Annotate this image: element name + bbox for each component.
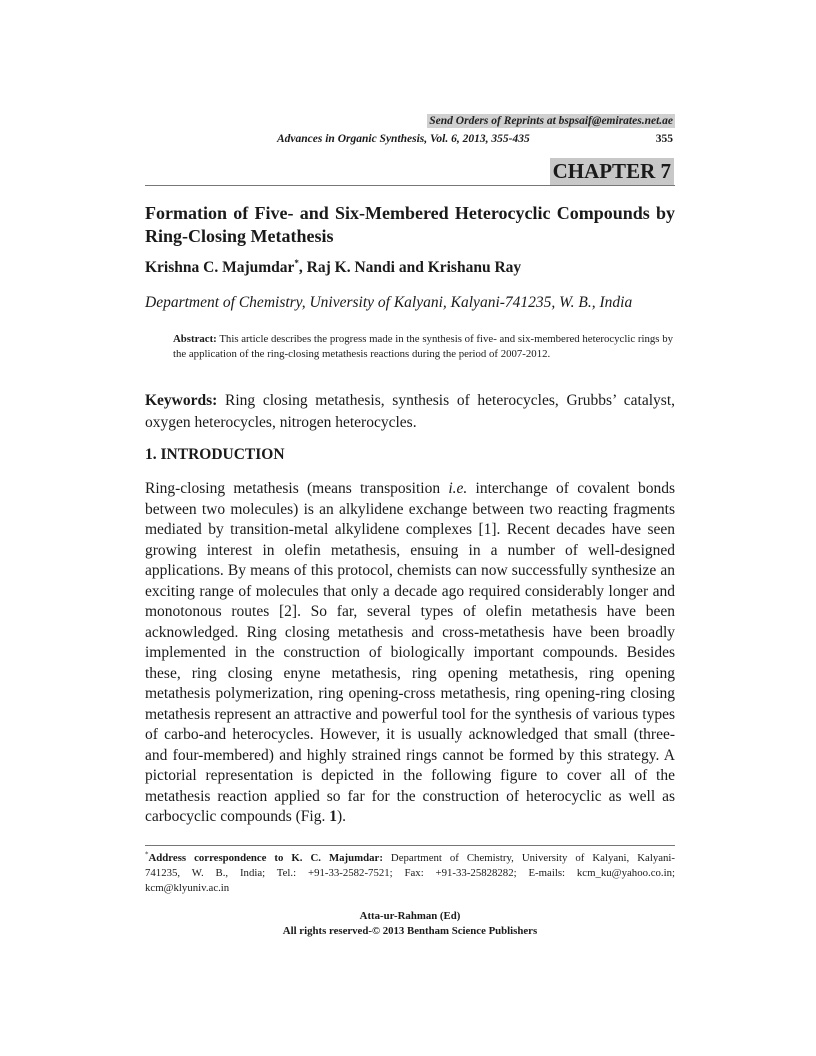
body-line: exciting range of molecules that only a decade ago required considerably longer and <box>145 582 675 600</box>
chapter-label: CHAPTER 7 <box>550 158 674 185</box>
body-line: metathesis polymerization, ring opening-cross metathesis, ring opening-ring closing <box>145 685 675 702</box>
keywords-line: oxygen heterocycles, nitrogen heterocycles. <box>145 414 417 431</box>
body-line: acknowledged. Ring closing metathesis and cross-metathesis have been broadly <box>145 623 675 641</box>
page-number: 355 <box>655 133 673 145</box>
footnote-text: Department of Chemistry, University of Kalyani, Kalyani- <box>382 852 676 864</box>
footnote <box>145 851 675 896</box>
publisher-info <box>145 909 675 939</box>
keywords <box>145 390 675 434</box>
body-line: applications. By means of this protocol, chemists can now successfully synthesize an <box>145 562 675 579</box>
body-line: metathesis represent an attractive and powerful tool for the synthesis of various types <box>145 705 675 723</box>
author-corresponding: Krishna C. Majumdar <box>145 259 295 276</box>
keywords-line <box>145 390 675 412</box>
footnote-line: 741235, W. B., India; Tel.: +91-33-2582-7521; Fax: +91-33-25828282; E-mails: kcm_ku@yahoo.co.in; <box>145 867 675 879</box>
footnote-line: kcm@klyuniv.ac.in <box>145 882 230 894</box>
body-line: these, ring closing enyne metathesis, ring opening metathesis, ring opening <box>145 664 675 682</box>
abstract <box>173 332 673 362</box>
authors-rest: , Raj K. Nandi and Krishanu Ray <box>298 259 522 276</box>
body-paragraph <box>145 479 675 828</box>
section-heading: 1. INTRODUCTION <box>145 446 285 463</box>
keywords-text: Ring closing metathesis, synthesis of heterocycles, Grubbs’ catalyst, <box>217 392 675 409</box>
editor: Atta-ur-Rahman (Ed) <box>359 910 461 922</box>
keywords-label: Keywords: <box>145 392 218 409</box>
paper-title: Formation of Five- and Six-Membered Heterocyclic Compounds by Ring-Closing Metathesis <box>145 203 675 246</box>
body-line: carbocyclic compounds (Fig. 1). <box>145 808 347 825</box>
abstract-text: This article describes the progress made in the synthesis of five- and six-membered heterocyclic rings by the application of the ring-closing metathesis reactions during the period of 2007-2012. <box>173 333 673 360</box>
footnote-label: Address correspondence to K. C. Majumdar: <box>148 852 383 864</box>
body-line: Ring-closing metathesis (means transposition i.e. interchange of covalent bonds <box>145 480 675 497</box>
body-line: mediated by transition-metal alkylidene complexes [1]. Recent decades have seen <box>145 521 675 538</box>
authors <box>145 258 521 278</box>
footnote-divider <box>145 845 675 846</box>
journal-name: Advances in Organic Synthesis, Vol. 6, 2013, 355-435 <box>277 133 530 145</box>
copyright: All rights reserved-© 2013 Bentham Science Publishers <box>282 925 538 937</box>
footnote-mark: * <box>145 850 149 859</box>
body-line: monotonous routes [2]. So far, several types of olefin metathesis have been <box>145 603 675 620</box>
body-line: and four-membered) and highly strained rings cannot be formed by this strategy. A <box>145 746 675 764</box>
journal-citation <box>277 132 675 146</box>
header-divider <box>145 185 675 186</box>
reprint-notice: Send Orders of Reprints at bspsaif@emirates.net.ae <box>429 115 673 127</box>
body-line: of carbo-and heterocycles. However, it is usually acknowledged that small (three- <box>145 726 675 743</box>
author-mark: * <box>294 257 299 268</box>
abstract-label: Abstract: <box>173 333 217 345</box>
body-line: between two molecules) is an alkylidene exchange between two reacting fragments <box>145 500 675 518</box>
body-line: metathesis reaction applied so far for the construction of heterocyclic as well as <box>145 787 675 805</box>
body-line: implemented in the construction of biologically important compounds. Besides <box>145 644 675 661</box>
affiliation: Department of Chemistry, University of Kalyani, Kalyani-741235, W. B., India <box>145 294 633 311</box>
body-line: growing interest in olefin metathesis, ensuing in a number of well-designed <box>145 541 675 559</box>
body-line: pictorial representation is depicted in the following figure to cover all of the <box>145 767 675 784</box>
footnote-line <box>145 851 675 866</box>
